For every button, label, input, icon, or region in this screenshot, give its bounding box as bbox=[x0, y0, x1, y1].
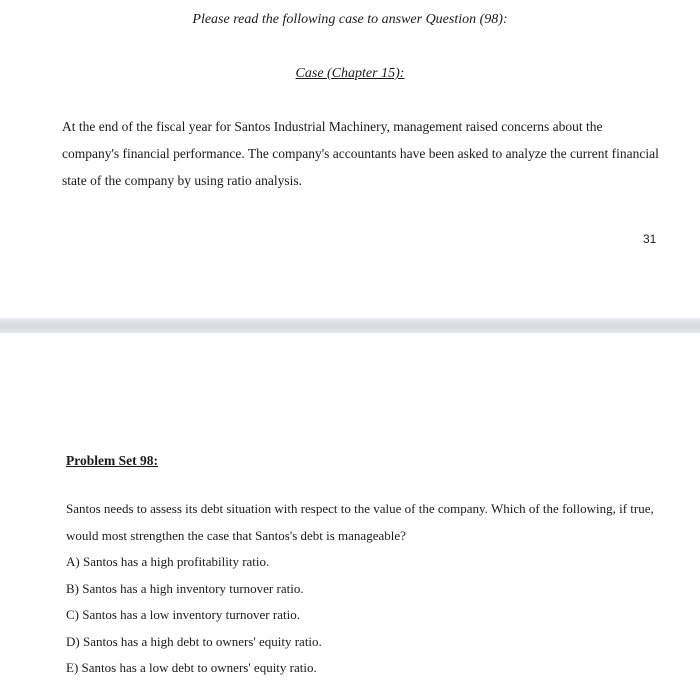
case-title: Case (Chapter 15): bbox=[295, 66, 405, 81]
case-intro: Please read the following case to answer Question (98): bbox=[192, 12, 508, 27]
option-a: A) Santos has a high profitability ratio. bbox=[66, 554, 270, 569]
answer-options bbox=[66, 549, 322, 682]
page-divider bbox=[0, 318, 700, 333]
option-d: D) Santos has a high debt to owners' equity ratio. bbox=[66, 633, 322, 649]
option-c: C) Santos has a low inventory turnover ratio. bbox=[66, 607, 300, 622]
page-top bbox=[0, 0, 700, 318]
page-bottom bbox=[0, 333, 700, 685]
page-number: 31 bbox=[643, 232, 657, 246]
problem-title: Problem Set 98: bbox=[66, 453, 158, 468]
option-e: E) Santos has a low debt to owners' equity ratio. bbox=[66, 660, 317, 675]
question-text: Santos needs to assess its debt situation with respect to the value of the company. Which of the following, if true, would most strengthen the case that Santos's debt is manageable? bbox=[66, 501, 654, 543]
option-b: B) Santos has a high inventory turnover ratio. bbox=[66, 580, 304, 596]
case-body: At the end of the fiscal year for Santos Industrial Machinery, management raised concerns about the company's financial performance. The company's accountants have been asked to analyze the current financial state of the company by using ratio analysis. bbox=[62, 119, 659, 188]
